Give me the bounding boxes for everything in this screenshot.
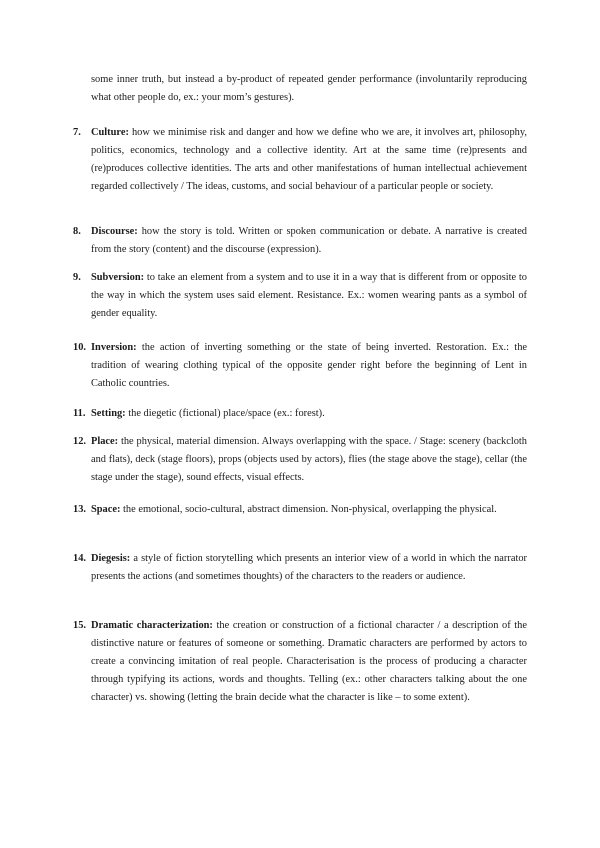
item-definition: a style of fiction storytelling which presents an interior view of a world in which the narrator presents the actions (and sometimes thoughts) of the characters to the readers or audience. — [91, 553, 527, 582]
item-number: 10. — [73, 342, 86, 353]
list-item-inversion — [73, 339, 527, 393]
item-definition: how we minimise risk and danger and how we define who we are, it involves art, philosophy, politics, economics, technology and a collective identity. Art at the same time (re)presents and (re)produces collective identities. The arts and other manifestations of human intellectual achievement regarded collectively / The ideas, customs, and social behaviour of a particular people or society. — [91, 127, 527, 192]
item-number: 11. — [73, 408, 86, 419]
item-definition: the diegetic (fictional) place/space (ex.: forest). — [125, 408, 325, 419]
item-term: Culture: — [91, 127, 129, 138]
list-item-dramatic-characterization — [73, 617, 527, 707]
item-term: Inversion: — [91, 342, 137, 353]
item-definition: the physical, material dimension. Always overlapping with the space. / Stage: scenery (backcloth and flats), deck (stage floors), props (objects used by actors), flies (the stage above the stage), cellar (the stage under the stage), sound effects, visual effects. — [91, 436, 527, 483]
list-item-place — [73, 433, 527, 487]
item-definition: the creation or construction of a fictional character / a description of the distinctive nature or features of someone or something. Dramatic characters are performed by actors to create a convincing imitation of real people. Characterisation is the process of producing a character through typifying its actions, words and thoughts. Telling (ex.: other characters talking about the one character) vs. showing (letting the brain decide what the character is like – to some extent). — [91, 620, 527, 703]
item-number: 7. — [73, 127, 81, 138]
item-term: Place: — [91, 436, 119, 447]
list-item-setting — [73, 405, 527, 423]
list-item-culture — [73, 124, 527, 196]
item-number: 9. — [73, 272, 81, 283]
item-definition: the emotional, socio-cultural, abstract dimension. Non-physical, overlapping the physical. — [120, 504, 497, 515]
item-number: 12. — [73, 436, 86, 447]
item-definition: the action of inverting something or the state of being inverted. Restoration. Ex.: the tradition of wearing clothing typical of the opposite gender right before the beginning of Lent in Catholic countries. — [91, 342, 527, 389]
item-number: 8. — [73, 226, 81, 237]
list-item-space — [73, 501, 527, 519]
item-term: Diegesis: — [91, 553, 131, 564]
item-term: Setting: — [91, 408, 126, 419]
item-term: Subversion: — [91, 272, 145, 283]
item-number: 13. — [73, 504, 86, 515]
continuation-paragraph: some inner truth, but instead a by-product of repeated gender performance (involuntarily reproducing what other people do, ex.: your mom’s gestures). — [91, 74, 527, 103]
item-number: 14. — [73, 553, 86, 564]
item-term: Space: — [91, 504, 121, 515]
list-item-diegesis — [73, 550, 527, 586]
item-definition: how the story is told. Written or spoken communication or debate. A narrative is created from the story (content) and the discourse (expression). — [91, 226, 527, 255]
list-item-discourse — [73, 223, 527, 259]
item-number: 15. — [73, 620, 86, 631]
item-definition: to take an element from a system and to use it in a way that is different from or opposite to the way in which the system uses said element. Resistance. Ex.: women wearing pants as a symbol of gender equality. — [91, 272, 527, 319]
item-term: Discourse: — [91, 226, 138, 237]
list-item-subversion — [73, 269, 527, 323]
item-term: Dramatic characterization: — [91, 620, 213, 631]
